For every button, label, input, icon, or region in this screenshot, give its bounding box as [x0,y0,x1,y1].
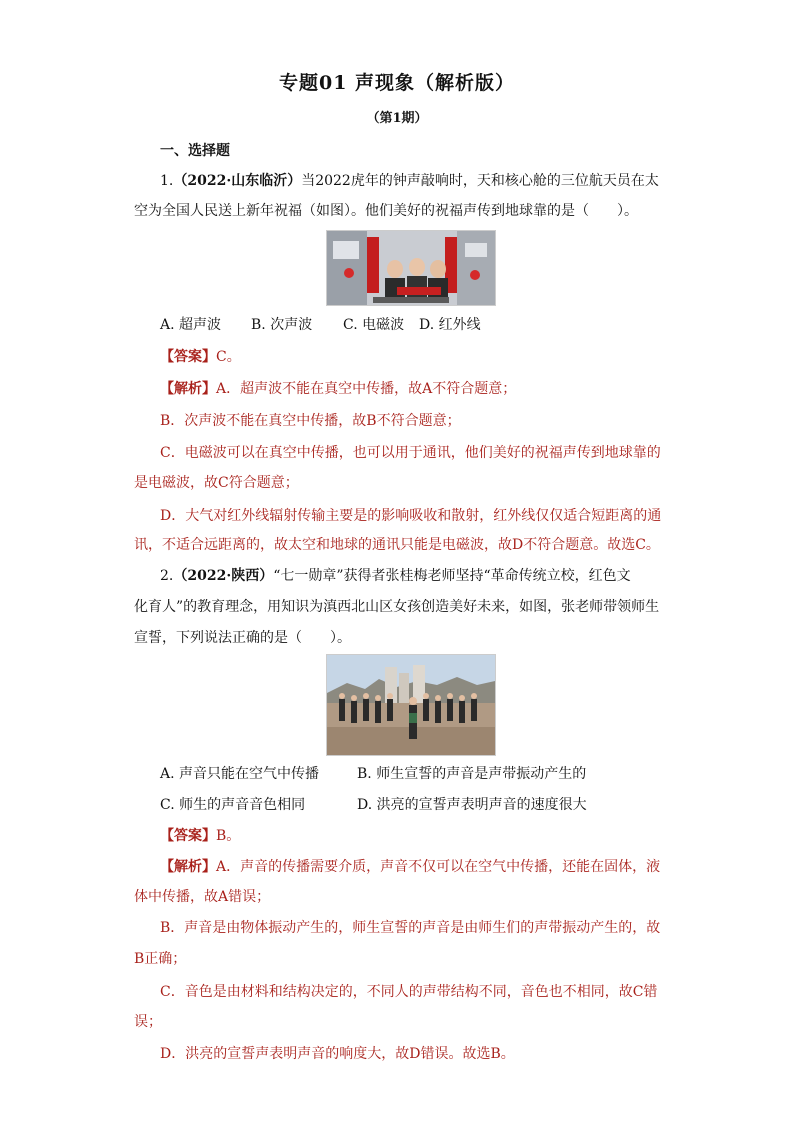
q1-option-b: B. 次声波 [251,317,313,333]
q2-analysis-label: 【解析】 [160,859,216,875]
q1-analysis-b: B．次声波不能在真空中传播，故B不符合题意； [160,413,461,429]
q2-analysis-line1 [160,857,662,877]
q1-analysis-a: A．超声波不能在真空中传播，故A不符合题意； [216,381,517,397]
q2-answer [160,826,662,846]
q2-option-c: C. 师生的声音音色相同 [160,797,306,813]
q2-analysis-a2: 体中传播，故A错误； [134,889,271,905]
q2-stem-line3: 宣誓，下列说法正确的是（ ）。 [134,630,351,646]
q2-answer-label: 【答案】 [160,828,216,844]
q2-analysis-d: D．洪亮的宣誓声表明声音的响度大，故D错误。故选B。 [160,1046,515,1062]
q1-analysis-line1 [160,379,662,399]
q1-astronauts-photo [326,230,496,306]
q2-stem-line2: 化育人”的教育理念，用知识为滇西北山区女孩创造美好未来，如图，张老师带领师生 [134,599,660,615]
q1-stem-line2: 空为全国人民送上新年祝福（如图）。他们美好的祝福声传到地球靠的是（ ）。 [134,203,638,219]
q1-number: 1. [160,173,174,189]
q2-analysis-c1: C．音色是由材料和结构决定的，不同人的声带结构不同，音色也不相同，故C错 [160,984,658,1000]
q1-stem-text: 当2022虎年的钟声敲响时，天和核心舱的三位航天员在太 [301,173,659,189]
q1-analysis-c1: C．电磁波可以在真空中传播，也可以用于通讯，他们美好的祝福声传到地球靠的 [160,445,661,461]
q1-answer [160,347,662,367]
q2-oath-photo [326,654,496,756]
q2-number: 2. [160,568,174,584]
q2-analysis-c2: 误； [134,1014,162,1030]
page-subtitle: （第1期） [366,111,428,126]
q1-analysis-d1: D．大气对红外线辐射传输主要是的影响吸收和散射，红外线仅仅适合短距离的通 [160,508,662,524]
q2-answer-value: B。 [216,828,241,844]
q2-stem-text: “七一勋章”获得者张桂梅老师坚持“革命传统立校，红色文 [273,568,631,584]
q2-analysis-a1: A．声音的传播需要介质，声音不仅可以在空气中传播，还能在固体，液 [216,859,661,875]
q1-answer-value: C。 [216,349,241,365]
q2-option-b: B. 师生宣誓的声音是声带振动产生的 [357,766,587,782]
section-heading: 一、选择题 [160,143,230,159]
q1-option-a: A. 超声波 [160,317,222,333]
q2-analysis-b2: B正确； [134,951,187,967]
q2-analysis-b1: B．声音是由物体振动产生的，师生宣誓的声音是由师生们的声带振动产生的，故 [160,920,661,936]
q1-analysis-c2: 是电磁波，故C符合题意； [134,475,299,491]
q2-stem-line1 [160,566,662,586]
page-title: 专题01 声现象（解析版） [278,72,516,94]
q1-analysis-label: 【解析】 [160,381,216,397]
q1-answer-label: 【答案】 [160,349,216,365]
q1-option-d: D. 红外线 [419,317,481,333]
q1-source: （2022·山东临沂） [173,173,302,189]
q1-option-c: C. 电磁波 [343,317,405,333]
q1-stem-line1 [160,171,662,191]
q1-analysis-d2: 讯，不适合远距离的，故太空和地球的通讯只能是电磁波，故D不符合题意。故选C。 [134,537,660,553]
q2-option-a: A. 声音只能在空气中传播 [160,766,320,782]
q2-source: （2022·陕西） [173,568,274,584]
q2-option-d: D. 洪亮的宣誓声表明声音的速度很大 [357,797,587,813]
